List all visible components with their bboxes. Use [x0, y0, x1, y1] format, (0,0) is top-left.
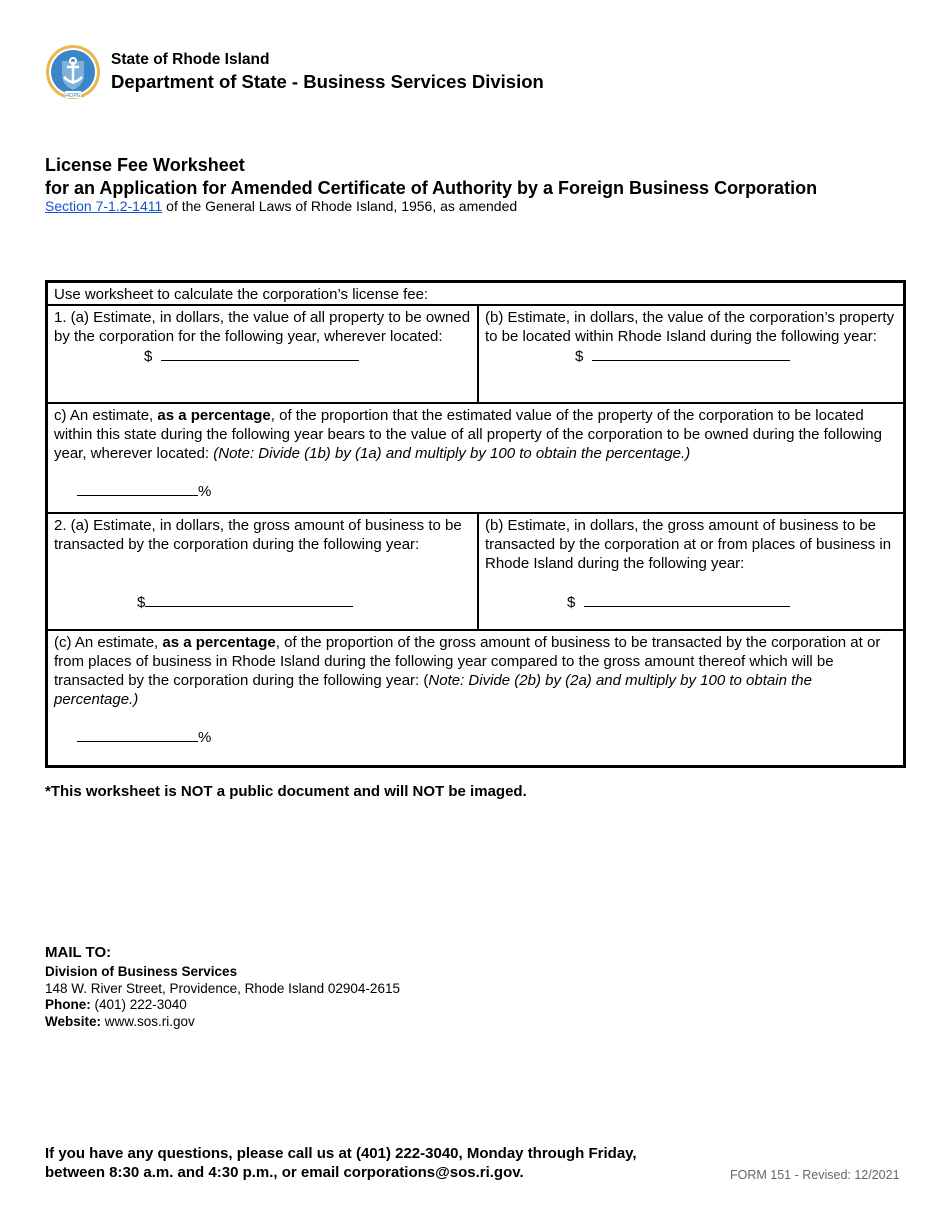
contact-questions: If you have any questions, please call us at (401) 222-3040, Monday through Friday, between 8:30 a.m. and 4:30 p.m., or email corporations@sos.ri.gov.: [45, 1145, 637, 1181]
question-2-row: [48, 514, 903, 631]
question-2b-text: (b) Estimate, in dollars, the gross amount of business to be transacted by the corporation at or from places of business in Rhode Island during the following year:: [485, 517, 892, 572]
question-2a: [48, 514, 478, 629]
question-1c-blank[interactable]: [77, 481, 198, 496]
section-link[interactable]: Section 7-1.2-1411: [45, 198, 163, 214]
website-value[interactable]: www.sos.ri.gov: [101, 1013, 195, 1029]
phone-label: Phone:: [45, 997, 91, 1012]
question-2b-blank[interactable]: [584, 592, 790, 607]
public-notice: *This worksheet is NOT a public document and will NOT be imaged.: [45, 783, 527, 800]
phone-line: [45, 997, 400, 1014]
state-seal-logo: [45, 44, 101, 100]
question-2c-text: [54, 633, 897, 709]
question-1a: [48, 306, 478, 402]
q2c-post: , of the proportion of the gross amount of business to be transacted by the corporation at or from places of business in Rhode Island during the following year compared to the gross amount thereof which will be transacted by the corporation during the following year: (: [54, 634, 881, 689]
phone-value: (401) 222-3040: [90, 997, 187, 1012]
question-2c-row: [48, 631, 903, 765]
page-subtitle: for an Application for Amended Certificate of Authority by a Foreign Business Corporation: [45, 178, 818, 198]
question-2a-text: 2. (a) Estimate, in dollars, the gross amount of business to be transacted by the corporation during the following year:: [54, 517, 462, 553]
question-1c-answer: [54, 481, 897, 501]
question-1a-blank[interactable]: [161, 346, 359, 361]
dollar-sign: $: [137, 594, 146, 611]
worksheet-table: [45, 280, 906, 768]
question-2a-answer: [54, 592, 472, 612]
website-label: Website:: [45, 1013, 102, 1029]
question-2b: [479, 514, 903, 629]
question-1b-answer: [485, 346, 897, 366]
question-2c: [48, 631, 903, 765]
q1c-pre: c) An estimate,: [54, 407, 158, 424]
question-1a-text: 1. (a) Estimate, in dollars, the value of all property to be owned by the corporation for the following year, wherever located:: [54, 309, 471, 345]
question-2c-blank[interactable]: [77, 727, 198, 742]
dollar-sign: $: [144, 348, 153, 365]
question-1-row: [48, 306, 903, 404]
q1c-post: , of the proportion that the estimated value of the property of the corporation to be located within this state during the following year bears to the value of all property of the corporation to be owned during the following year, wherever located:: [54, 407, 882, 462]
form-number: FORM 151 - Revised: 12/2021: [730, 1168, 900, 1182]
mail-to-heading: MAIL TO:: [45, 944, 112, 961]
percent-sign: %: [198, 729, 212, 746]
statute-citation: [45, 198, 517, 214]
worksheet-intro: Use worksheet to calculate the corporation’s license fee:: [54, 286, 429, 303]
percent-sign: %: [198, 483, 212, 500]
dollar-sign: $: [567, 594, 576, 611]
street-address: 148 W. River Street, Providence, Rhode Island 02904-2615: [45, 980, 400, 996]
division-name: Division of Business Services: [45, 964, 238, 979]
question-1b-blank[interactable]: [592, 346, 790, 361]
mail-address-block: [45, 964, 400, 1030]
dollar-sign: $: [575, 348, 584, 365]
svg-text:HOPE: HOPE: [65, 93, 81, 99]
q1c-bold: as a percentage: [157, 407, 271, 424]
q2c-note: Note: Divide (2b) by (2a) and multiply by 100 to obtain the percentage.): [54, 672, 812, 708]
question-1c: [48, 404, 903, 512]
question-2c-answer: [54, 727, 897, 747]
question-2b-answer: [485, 592, 897, 612]
question-1c-row: [48, 404, 903, 514]
worksheet-intro-row: [48, 283, 903, 306]
question-1c-text: [54, 406, 897, 463]
website-line: [45, 1014, 400, 1031]
question-1b-text: (b) Estimate, in dollars, the value of the corporation’s property to be located within Rhode Island during the following year:: [485, 309, 895, 345]
citation-text: of the General Laws of Rhode Island, 1956, as amended: [162, 198, 518, 214]
question-1b: [479, 306, 903, 402]
question-1a-answer: [54, 346, 472, 366]
q2c-bold: as a percentage: [162, 634, 276, 651]
q2c-pre: (c) An estimate,: [54, 634, 163, 651]
page-title: License Fee Worksheet: [45, 155, 245, 175]
q1c-note: (Note: Divide (1b) by (1a) and multiply by 100 to obtain the percentage.): [213, 445, 691, 462]
question-2a-blank[interactable]: [145, 592, 353, 607]
state-name: State of Rhode Island: [111, 51, 270, 68]
department-name: Department of State - Business Services Division: [111, 71, 544, 92]
